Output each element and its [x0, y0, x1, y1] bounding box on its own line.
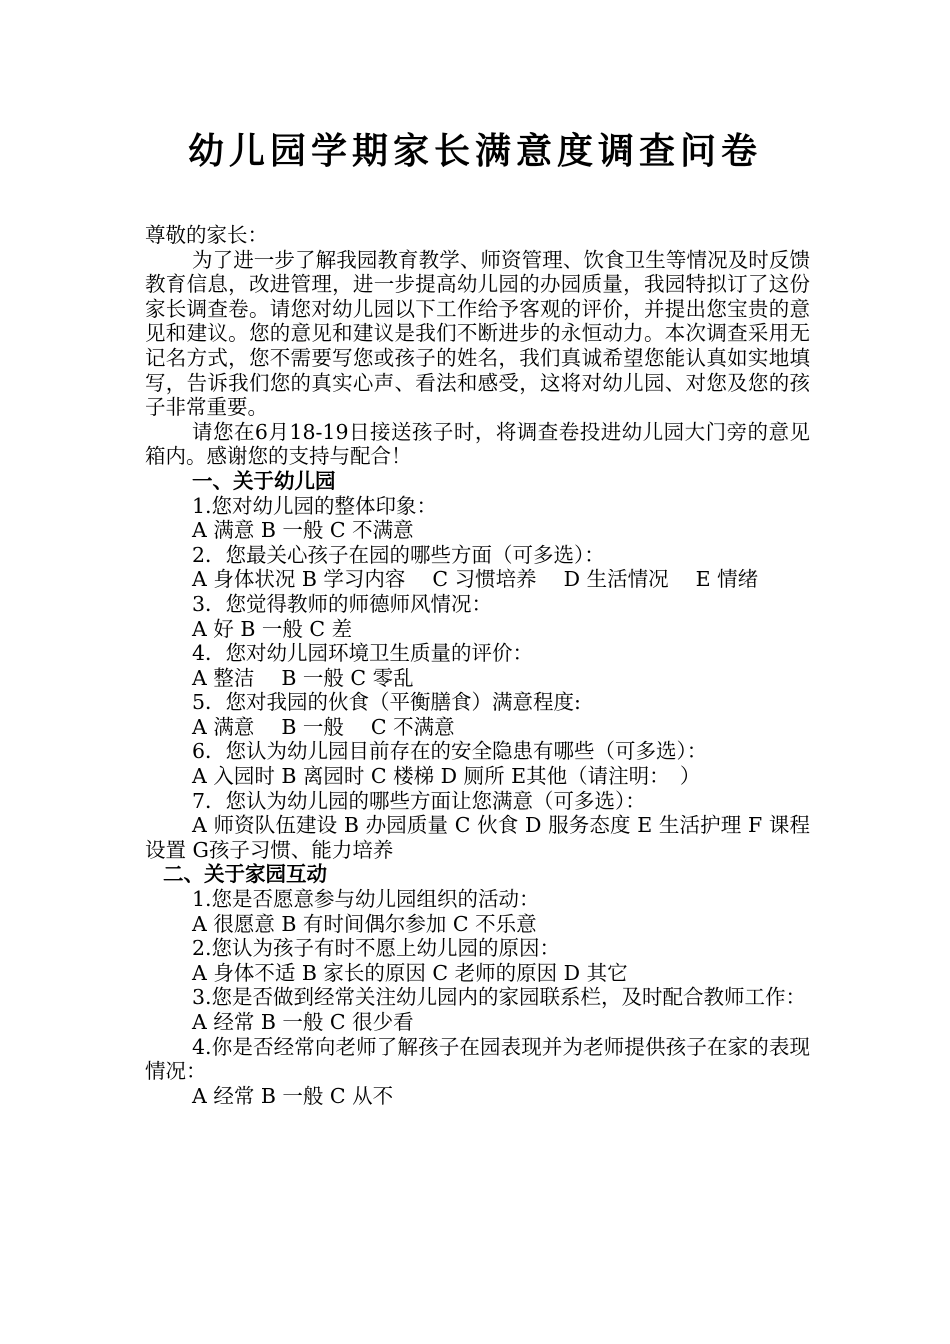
question-options: A 好 B 一般 C 差 [192, 616, 353, 641]
question-options: A 经常 B 一般 C 很少看 [192, 1010, 414, 1034]
question-text: 1.您是否愿意参与幼儿园组织的活动： [192, 887, 540, 912]
instruction-paragraph: 请您在6月18-19日接送孩子时，将调查卷投进幼儿园大门旁的意见箱内。感谢您的支持与配合！ [145, 419, 810, 469]
question-text: 7．您认为幼儿园的哪些方面让您满意（可多选）： [192, 788, 646, 813]
greeting: 尊敬的家长： [145, 223, 268, 247]
question-text: 3．您觉得教师的师德师风情况： [192, 591, 493, 616]
question-options: A 师资队伍建设 B 办园质量 C 伙食 D 服务态度 E 生活护理 F 课程设置 G孩子习惯、能力培养 [145, 813, 810, 862]
question-text: 6．您认为幼儿园目前存在的安全隐患有哪些（可多选）： [192, 739, 708, 764]
page-title: 幼儿园学期家长满意度调查问卷 [187, 130, 762, 172]
intro-paragraph: 为了进一步了解我园教育教学、师资管理、饮食卫生等情况及时反馈教育信息，改进管理，进一步提高幼儿园的办园质量，我园特拟订了这份家长调查卷。请您对幼儿园以下工作给予客观的评价，并提出您宝贵的意见和建议。您的意见和建议是我们不断进步的永恒动力。本次调查采用无记名方式，您不需要写您或孩子的姓名，我们真诚希望您能认真如实地填写，告诉我们您的真实心声、看法和感受，这将对幼儿园、对您及您的孩子非常重要。 [145, 247, 810, 420]
question-options: A 满意 B 一般 C 不满意 [192, 518, 414, 543]
question-options: A 经常 B 一般 C 从不 [192, 1083, 394, 1108]
question-text: 1.您对幼儿园的整体印象： [192, 493, 438, 518]
document-body [145, 223, 810, 1108]
question-options: A 很愿意 B 有时间偶尔参加 C 不乐意 [192, 911, 537, 936]
section-heading-kindergarten: 一、关于幼儿园 [192, 468, 336, 493]
question-options: A 身体不适 B 家长的原因 C 老师的原因 D 其它 [192, 960, 628, 985]
question-text: 2．您最关心孩子在园的哪些方面（可多选）： [192, 542, 605, 567]
question-text: 4.你是否经常向老师了解孩子在园表现并为老师提供孩子在家的表现情况： [145, 1034, 810, 1084]
question-text: 3.您是否做到经常关注幼儿园内的家园联系栏，及时配合教师工作： [192, 985, 807, 1010]
question-text: 2.您认为孩子有时不愿上幼儿园的原因： [192, 936, 561, 961]
question-options: A 身体状况 B 学习内容 C 习惯培养 D 生活情况 E 情绪 [192, 567, 759, 592]
question-options: A 满意 B 一般 C 不满意 [192, 714, 455, 739]
question-text: 5．您对我园的伙食（平衡膳食）满意程度: [192, 690, 581, 715]
question-options: A 整洁 B 一般 C 零乱 [192, 665, 414, 690]
section-heading-home-school: 二、关于家园互动 [163, 862, 327, 887]
question-text: 4．您对幼儿园环境卫生质量的评价： [192, 641, 534, 666]
question-options: A 入园时 B 离园时 C 楼梯 D 厕所 E其他（请注明： ） [192, 764, 701, 789]
